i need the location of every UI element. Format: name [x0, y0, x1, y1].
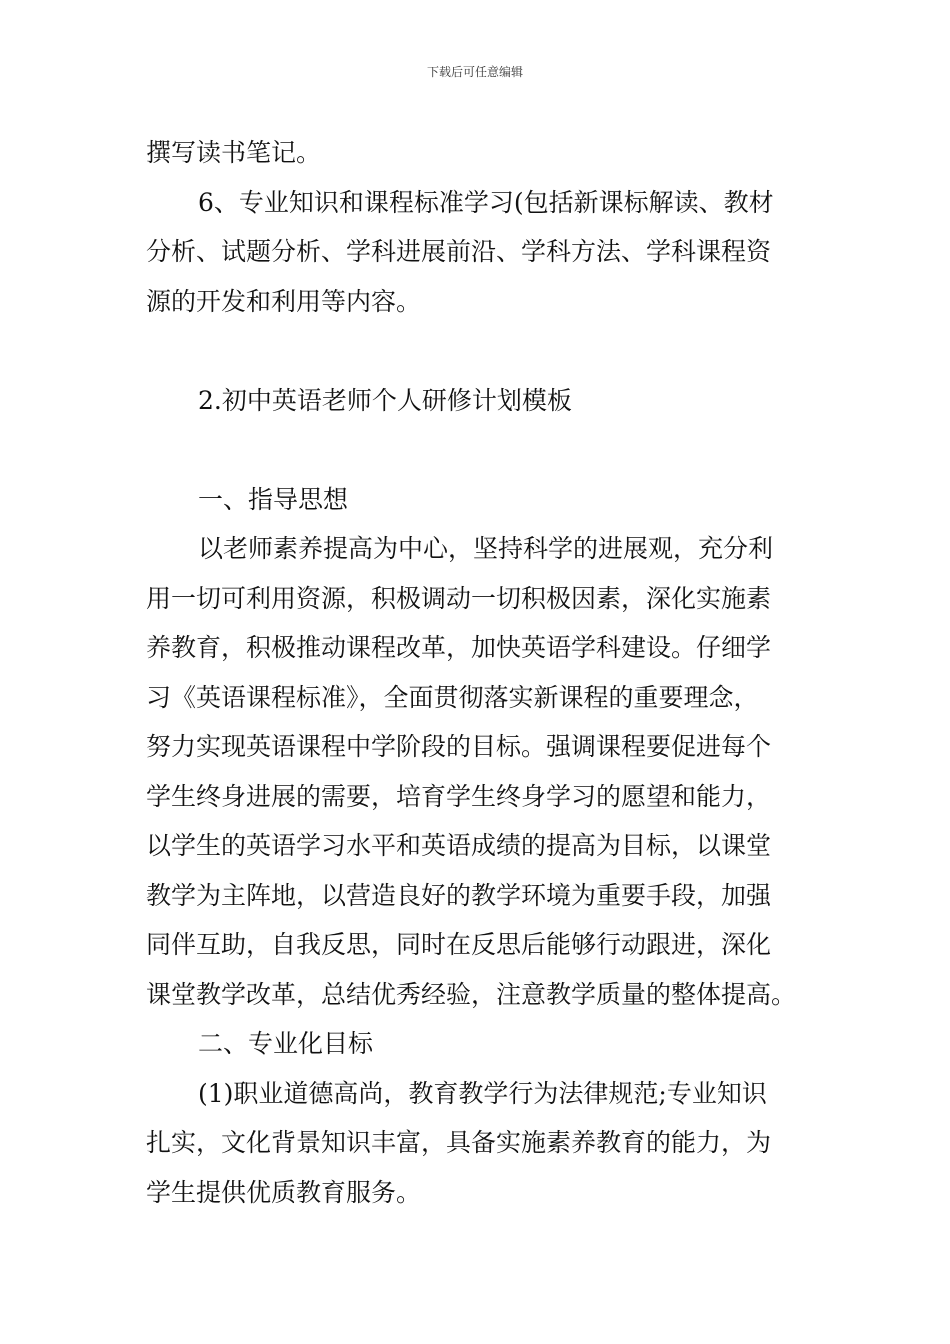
page-header-note: 下载后可任意编辑: [426, 65, 523, 79]
text-line: 撰写读书笔记。: [146, 138, 322, 167]
text-line: 同伴互助，自我反思，同时在反思后能够行动跟进，深化: [146, 930, 772, 959]
text-line: 努力实现英语课程中学阶段的目标。强调课程要促进每个: [146, 732, 772, 761]
text-line: 6、专业知识和课程标准学习(包括新课标解读、教材: [198, 187, 774, 217]
text-line: 二、专业化目标: [198, 1029, 374, 1058]
text-line: 养教育，积极推动课程改革，加快英语学科建设。仔细学: [146, 633, 772, 662]
text-line: 用一切可利用资源，积极调动一切积极因素，深化实施素: [146, 583, 772, 613]
text-line: 以老师素养提高为中心，坚持科学的进展观，充分利: [198, 534, 774, 563]
text-line: 学生提供优质教育服务。: [146, 1177, 422, 1207]
text-line: 习《英语课程标准》，全面贯彻落实新课程的重要理念，: [146, 682, 759, 712]
document-body: [146, 128, 810, 1217]
blank-line: [146, 326, 810, 376]
text-line: (1)职业道德高尚，教育教学行为法律规范;专业知识: [198, 1078, 767, 1108]
blank-line: [146, 425, 810, 475]
text-line: 学生终身进展的需要，培育学生终身学习的愿望和能力，: [146, 781, 772, 811]
text-line: 分析、试题分析、学科进展前沿、学科方法、学科课程资: [146, 237, 772, 266]
text-line: 课堂教学改革，总结优秀经验，注意教学质量的整体提高。: [146, 979, 797, 1009]
text-line: 源的开发和利用等内容。: [146, 286, 422, 316]
text-line: 2.初中英语老师个人研修计划模板: [198, 385, 572, 415]
text-line: 以学生的英语学习水平和英语成绩的提高为目标，以课堂: [146, 831, 772, 860]
text-line: 教学为主阵地，以营造良好的教学环境为重要手段，加强: [146, 880, 772, 910]
text-line: 一、指导思想: [198, 484, 349, 514]
text-line: 扎实，文化背景知识丰富，具备实施素养教育的能力，为: [146, 1128, 772, 1157]
